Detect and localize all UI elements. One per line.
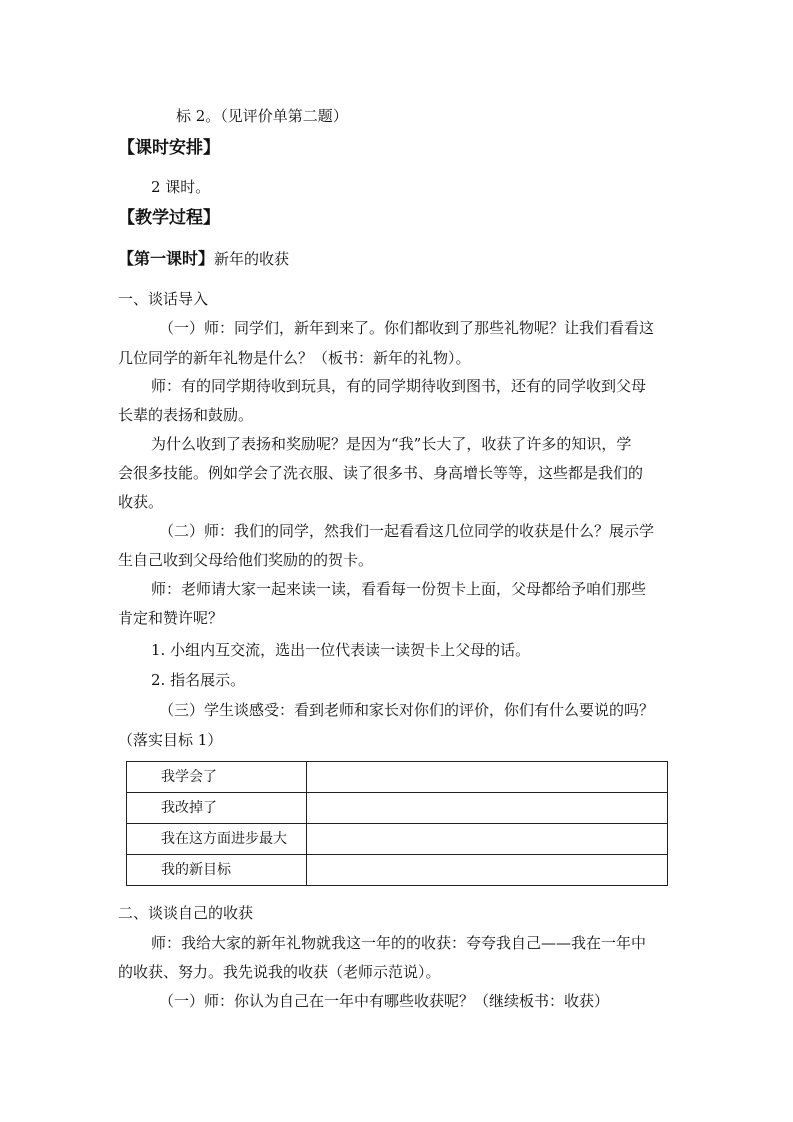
lesson1-label: 【第一课时】 <box>118 249 215 268</box>
lesson1-heading <box>118 249 289 269</box>
paragraph-line: 的收获、努力。我先说我的收获（老师示范说）。 <box>118 963 441 981</box>
table-row <box>127 762 668 793</box>
paragraph-line: 会很多技能。例如学会了洗衣服、读了很多书、身高增长等等，这些都是我们的 <box>118 464 644 482</box>
list-item: 1. 小组内互交流，选出一位代表读一读贺卡上父母的话。 <box>151 641 531 659</box>
paragraph-line: 师：我给大家的新年礼物就我这一年的的收获：夸夸我自己——我在一年中 <box>151 934 647 952</box>
table-row <box>127 793 668 824</box>
table-value-cell[interactable] <box>307 824 668 855</box>
table-label-cell: 我改掉了 <box>127 793 307 824</box>
table-row <box>127 855 668 886</box>
paragraph-line: （一）师：同学们，新年到来了。你们都收到了那些礼物呢？让我们看看这 <box>159 319 655 337</box>
lesson1-title: 新年的收获 <box>214 250 290 268</box>
paragraph-line: 收获。 <box>118 493 164 511</box>
paragraph-line: 几位同学的新年礼物是什么？（板书：新年的礼物）。 <box>118 349 471 367</box>
table-row <box>127 824 668 855</box>
table-label-cell: 我在这方面进步最大 <box>127 824 307 855</box>
paragraph-line: 长辈的表扬和鼓励。 <box>118 406 254 424</box>
paragraph-line: 生自己收到父母给他们奖励的的贺卡。 <box>118 551 374 569</box>
paragraph-line: （一）师：你认为自己在一年中有哪些收获呢？（继续板书：收获） <box>159 992 610 1010</box>
table-label-cell: 我的新目标 <box>127 855 307 886</box>
paragraph-line: 为什么收到了表扬和奖励呢？是因为“我”长大了，收获了许多的知识，学 <box>151 435 632 453</box>
evaluation-table <box>126 761 668 886</box>
paragraph-line: （三）学生谈感受：看到老师和家长对你们的评价，你们有什么要说的吗？ <box>159 701 655 719</box>
section2-title: 二、谈谈自己的收获 <box>118 904 254 922</box>
table-value-cell[interactable] <box>307 855 668 886</box>
section1-title: 一、谈话导入 <box>118 290 209 308</box>
paragraph-line: （二）师：我们的同学，然我们一起看看这几位同学的收获是什么？展示学 <box>159 522 655 540</box>
list-item: 2. 指名展示。 <box>151 671 246 689</box>
paragraph-line: 师：有的同学期待收到玩具，有的同学期待收到图书，还有的同学收到父母 <box>151 377 647 395</box>
intro-line: 标 2。（见评价单第二题） <box>176 107 348 125</box>
table-value-cell[interactable] <box>307 793 668 824</box>
paragraph-line: 师：老师请大家一起来读一读，看看每一份贺卡上面，父母都给予咱们那些 <box>151 580 647 598</box>
table-label-cell: 我学会了 <box>127 762 307 793</box>
schedule-heading: 【课时安排】 <box>118 138 220 158</box>
schedule-text: 2 课时。 <box>151 178 211 196</box>
process-heading: 【教学过程】 <box>118 208 220 228</box>
paragraph-line: （落实目标 1） <box>118 731 223 749</box>
table-value-cell[interactable] <box>307 762 668 793</box>
paragraph-line: 肯定和赞许呢？ <box>118 609 224 627</box>
